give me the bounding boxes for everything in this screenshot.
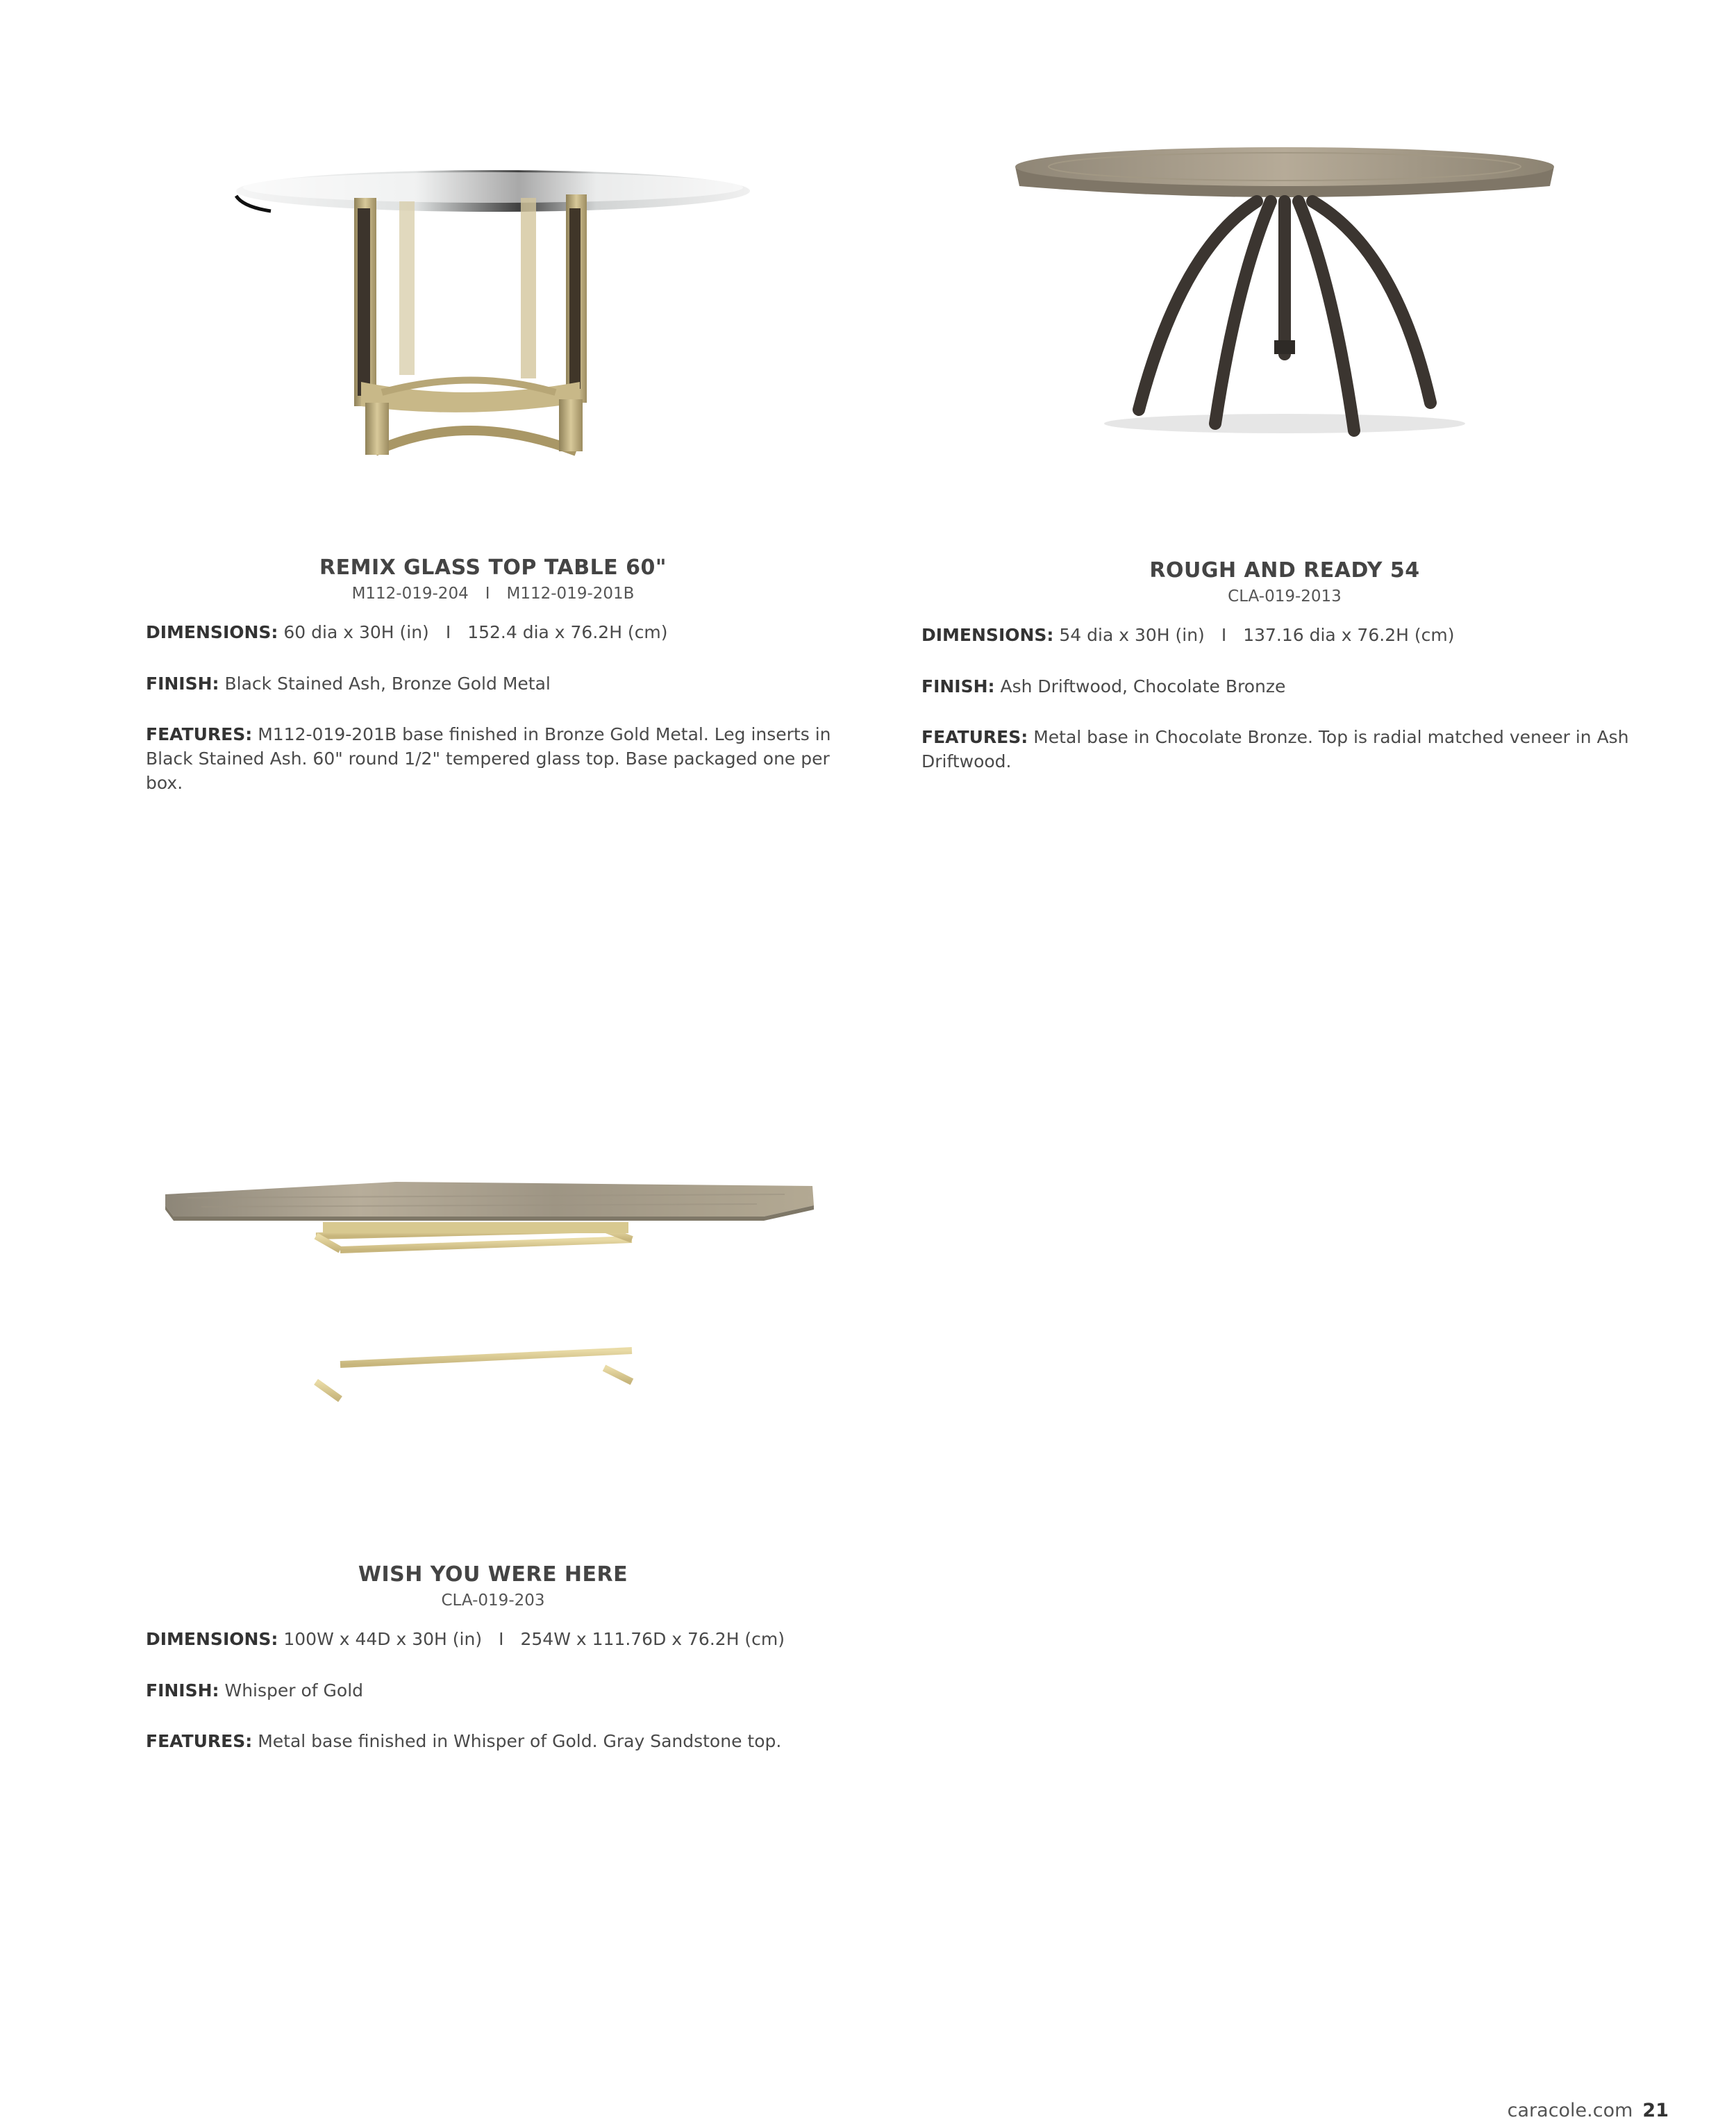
dimensions-row bbox=[146, 620, 840, 644]
product-title: WISH YOU WERE HERE bbox=[358, 1562, 628, 1587]
dimensions-imperial: 100W x 44D x 30H (in) bbox=[283, 1629, 483, 1649]
dimensions-label: DIMENSIONS: bbox=[146, 1629, 278, 1649]
finish-value: Whisper of Gold bbox=[224, 1680, 364, 1701]
finish-label: FINISH: bbox=[921, 676, 995, 696]
finish-value: Black Stained Ash, Bronze Gold Metal bbox=[224, 674, 551, 694]
rough-and-ready-image bbox=[1007, 146, 1562, 437]
footer-site-url[interactable]: caracole.com bbox=[1507, 2100, 1633, 2121]
dimensions-metric: 137.16 dia x 76.2H (cm) bbox=[1243, 625, 1455, 645]
dimensions-row bbox=[146, 1627, 840, 1651]
dimensions-label: DIMENSIONS: bbox=[146, 622, 278, 642]
product-title: ROUGH AND READY 54 bbox=[1149, 558, 1420, 583]
dimensions-separator: I bbox=[1221, 625, 1227, 645]
finish-row bbox=[146, 1678, 840, 1703]
features-label: FEATURES: bbox=[146, 1731, 253, 1751]
features-value: M112-019-201B base finished in Bronze Gold Metal. Leg inserts in Black Stained Ash. 60" round 1/2" tempered glass top. Base packaged one per box. bbox=[146, 724, 831, 793]
sku-code: M112-019-204 bbox=[351, 585, 469, 603]
dimensions-imperial: 54 dia x 30H (in) bbox=[1059, 625, 1205, 645]
dimensions-metric: 152.4 dia x 76.2H (cm) bbox=[467, 622, 668, 642]
finish-label: FINISH: bbox=[146, 1680, 219, 1701]
product-title: REMIX GLASS TOP TABLE 60" bbox=[319, 555, 667, 580]
finish-row bbox=[921, 674, 1651, 699]
remix-table-image bbox=[229, 160, 757, 465]
features-row bbox=[921, 725, 1651, 774]
dimensions-separator: I bbox=[445, 622, 451, 642]
features-label: FEATURES: bbox=[921, 727, 1028, 747]
wish-you-were-here-image bbox=[160, 1173, 819, 1410]
dimensions-label: DIMENSIONS: bbox=[921, 625, 1054, 645]
product-sku-line bbox=[229, 585, 757, 603]
finish-row bbox=[146, 671, 840, 696]
product-sku: CLA-019-203 bbox=[441, 1591, 545, 1610]
features-row bbox=[146, 722, 840, 795]
finish-value: Ash Driftwood, Chocolate Bronze bbox=[1000, 676, 1286, 696]
dimensions-imperial: 60 dia x 30H (in) bbox=[283, 622, 429, 642]
finish-label: FINISH: bbox=[146, 674, 219, 694]
dimensions-separator: I bbox=[499, 1629, 504, 1649]
dimensions-metric: 254W x 111.76D x 76.2H (cm) bbox=[520, 1629, 785, 1649]
dimensions-row bbox=[921, 623, 1651, 647]
features-value: Metal base in Chocolate Bronze. Top is radial matched veneer in Ash Driftwood. bbox=[921, 727, 1629, 771]
sku-code: M112-019-201B bbox=[506, 585, 635, 603]
features-value: Metal base finished in Whisper of Gold. Gray Sandstone top. bbox=[258, 1731, 782, 1751]
features-label: FEATURES: bbox=[146, 724, 253, 744]
sku-separator: I bbox=[485, 585, 490, 603]
product-sku: CLA-019-2013 bbox=[1228, 587, 1342, 605]
page-number: 21 bbox=[1642, 2100, 1669, 2121]
page-footer bbox=[1508, 2100, 1669, 2121]
features-row bbox=[146, 1729, 840, 1753]
